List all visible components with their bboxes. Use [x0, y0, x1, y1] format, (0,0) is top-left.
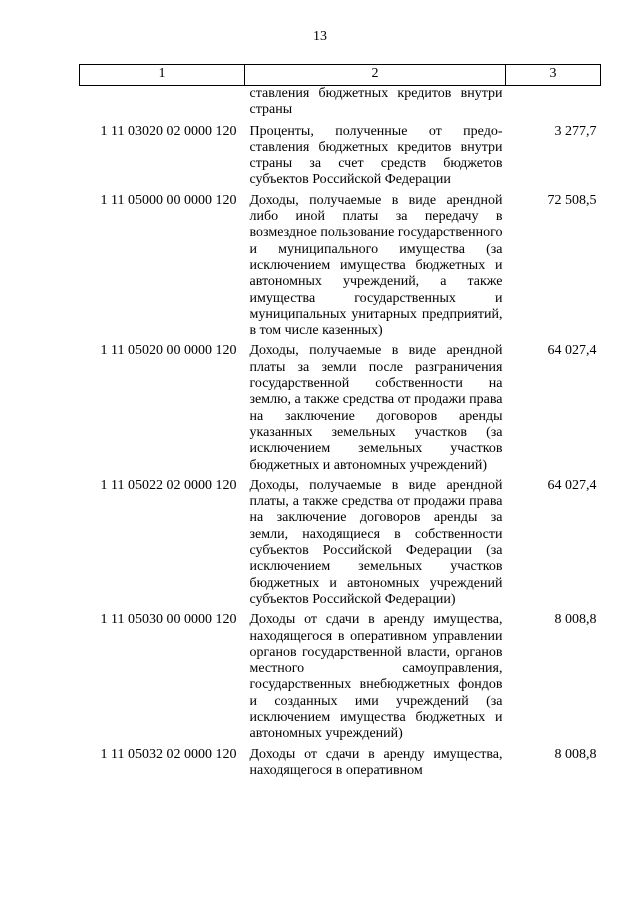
- budget-code: 1 11 05022 02 0000 120: [100, 477, 237, 493]
- revenue-amount: 72 508,5: [547, 192, 597, 208]
- revenue-amount: 8 008,8: [554, 746, 597, 762]
- continuation-row: [80, 86, 601, 124]
- table-row: [80, 193, 601, 344]
- continuation-amount-cell: [506, 86, 601, 124]
- revenue-amount: 3 277,7: [554, 123, 597, 139]
- table-header: [80, 65, 601, 86]
- budget-revenue-table: [79, 64, 601, 783]
- budget-code: 1 11 03020 02 0000 120: [100, 123, 237, 139]
- revenue-description: Доходы от сдачи в аренду имущества, находящегося в оперативном: [249, 746, 503, 778]
- budget-code: 1 11 05032 02 0000 120: [100, 746, 237, 762]
- budget-code: 1 11 05020 00 0000 120: [100, 343, 237, 359]
- table-row: [80, 612, 601, 746]
- table-body: [80, 86, 601, 784]
- revenue-description: Проценты, полученные от предоставления бюджетных кредитов внутри страны за счет средств бюджетов субъектов Российской Федерации: [249, 123, 503, 188]
- revenue-amount: 8 008,8: [554, 612, 597, 628]
- column-header-code: 1: [80, 65, 245, 86]
- table-header-row: [80, 65, 601, 86]
- revenue-description: Доходы, получаемые в виде арендной платы за земли после разграничения государственной собственности на землю, а также средства от продажи права на заключение договоров аренды указанных земельных участков (за исключением земельных участков бюджетных и автономных учреждений): [249, 343, 503, 473]
- continuation-code-cell: [80, 86, 245, 124]
- revenue-description: Доходы, получаемые в виде арендной либо иной платы за передачу в возмездное пользование государственного и муниципального имущества (за исключением имущества бюджетных и автономных учреждений, а также имущества государственных и муниципальных унитарных предприятий, в том числе казенных): [249, 192, 503, 339]
- budget-code: 1 11 05030 00 0000 120: [100, 612, 237, 628]
- revenue-amount: 64 027,4: [547, 343, 597, 359]
- revenue-amount: 64 027,4: [547, 477, 597, 493]
- column-header-description: 2: [245, 65, 506, 86]
- column-header-amount: 3: [506, 65, 601, 86]
- budget-code: 1 11 05000 00 0000 120: [100, 192, 237, 208]
- table-row: [80, 747, 601, 784]
- table-row: [80, 478, 601, 612]
- table-row: [80, 343, 601, 477]
- page-number: 13: [313, 29, 327, 44]
- table-row: [80, 124, 601, 193]
- revenue-description: Доходы, получаемые в виде арендной платы, а также средства от продажи права на заключение договоров аренды за земли, находящиеся в собственности субъектов Российской Федерации (за исключением земельных участков бюджетных и автономных учреждений субъектов Российской Федерации): [249, 477, 503, 607]
- revenue-description: Доходы от сдачи в аренду имущества, находящегося в оперативном управлении органов государственной власти, органов местного самоуправления, государственных внебюджетных фондов и созданных ими учреждений (за исключением имущества бюджетных и автономных учреждений): [249, 612, 503, 742]
- continuation-description: ставления бюджетных кредитов внутри страны: [249, 86, 503, 118]
